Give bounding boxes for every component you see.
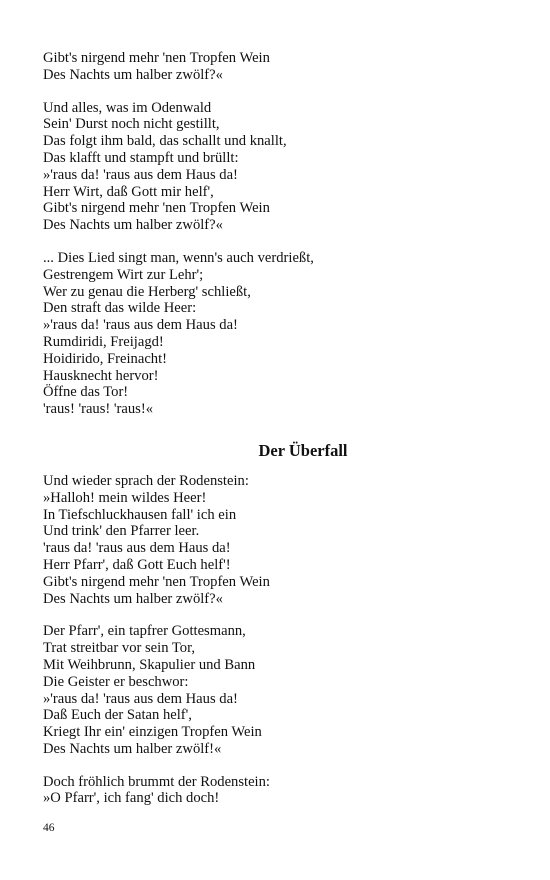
- verse-line: Und alles, was im Odenwald: [43, 99, 212, 116]
- verse-line: Gibt's nirgend mehr 'nen Tropfen Wein: [43, 573, 270, 590]
- verse-line: Herr Pfarr', daß Gott Euch helf'!: [43, 556, 231, 573]
- verse-line: »'raus da! 'raus aus dem Haus da!: [43, 317, 238, 334]
- verse-line: Doch fröhlich brummt der Rodenstein:: [43, 773, 270, 790]
- verse-line: »'raus da! 'raus aus dem Haus da!: [43, 166, 238, 183]
- section-heading: Der Überfall: [258, 440, 348, 460]
- verse-line: Und wieder sprach der Rodenstein:: [43, 472, 249, 489]
- stanza: [43, 473, 513, 607]
- verse-line: Und trink' den Pfarrer leer.: [43, 523, 200, 540]
- verse-line: Den straft das wilde Heer:: [43, 300, 197, 317]
- verse-line: 'raus da! 'raus aus dem Haus da!: [43, 540, 231, 557]
- verse-line: Gestrengem Wirt zur Lehr';: [43, 266, 204, 283]
- verse-line: In Tiefschluckhausen fall' ich ein: [43, 506, 237, 523]
- verse-line: Das folgt ihm bald, das schallt und knallt,: [43, 133, 287, 150]
- page-number: 46: [43, 822, 55, 834]
- stanza: [43, 250, 513, 418]
- stanza: [43, 50, 513, 84]
- verse-line: Trat streitbar vor sein Tor,: [43, 640, 196, 657]
- verse-line: Kriegt Ihr ein' einzigen Tropfen Wein: [43, 724, 262, 741]
- verse-line: Rumdiridi, Freijagd!: [43, 333, 164, 350]
- verse-line: 'raus! 'raus! 'raus!«: [43, 401, 154, 418]
- verse-line: Hoidirido, Freinacht!: [43, 350, 168, 367]
- verse-line: Die Geister er beschwor:: [43, 673, 189, 690]
- verse-line: Der Pfarr', ein tapfrer Gottesmann,: [43, 623, 246, 640]
- verse-line: Mit Weihbrunn, Skapulier und Bann: [43, 656, 256, 673]
- stanza: [43, 623, 513, 757]
- verse-line: »O Pfarr', ich fang' dich doch!: [43, 790, 220, 807]
- verse-line: Hausknecht hervor!: [43, 367, 159, 384]
- verse-line: »Halloh! mein wildes Heer!: [43, 489, 207, 506]
- verse-line: Des Nachts um halber zwölf?«: [43, 590, 223, 607]
- verse-line: ... Dies Lied singt man, wenn's auch verdrießt,: [43, 249, 314, 266]
- verse-line: Des Nachts um halber zwölf?«: [43, 66, 223, 83]
- verse-line: Gibt's nirgend mehr 'nen Tropfen Wein: [43, 50, 270, 66]
- verse-line: Sein' Durst noch nicht gestillt,: [43, 116, 220, 133]
- verse-line: Des Nachts um halber zwölf?«: [43, 217, 223, 234]
- verse-line: Des Nachts um halber zwölf!«: [43, 740, 222, 757]
- verse-line: Gibt's nirgend mehr 'nen Tropfen Wein: [43, 200, 270, 217]
- verse-line: Das klafft und stampft und brüllt:: [43, 149, 239, 166]
- stanza: [43, 100, 513, 234]
- verse-line: Öffne das Tor!: [43, 384, 129, 401]
- page-body: [43, 50, 513, 823]
- verse-line: Wer zu genau die Herberg' schließt,: [43, 283, 251, 300]
- verse-line: »'raus da! 'raus aus dem Haus da!: [43, 690, 238, 707]
- verse-line: Herr Wirt, daß Gott mir helf',: [43, 183, 214, 200]
- stanza: [43, 774, 513, 808]
- verse-line: Daß Euch der Satan helf',: [43, 707, 192, 724]
